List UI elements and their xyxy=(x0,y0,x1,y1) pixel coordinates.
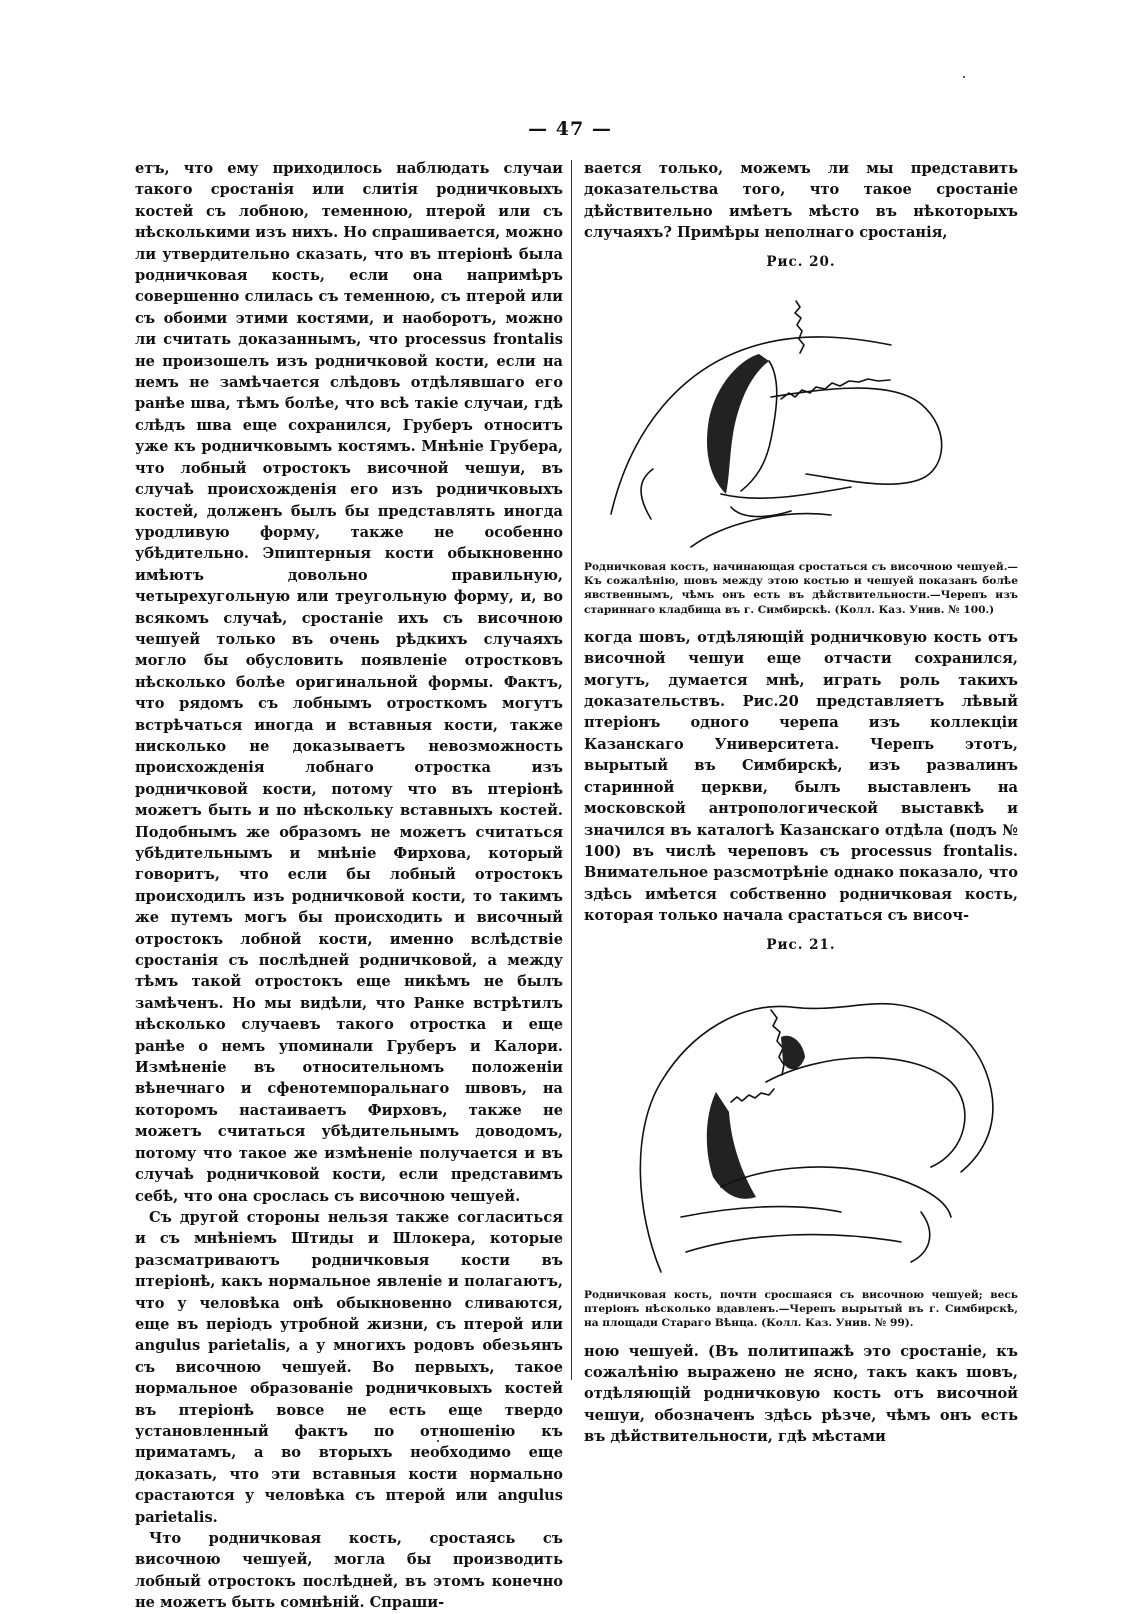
jaw-line xyxy=(686,1235,901,1252)
figure-20-skull-drawing xyxy=(591,279,1011,554)
parietal-contour xyxy=(766,1058,965,1167)
temporal-outline xyxy=(771,388,942,484)
temporal-outline xyxy=(721,1167,951,1217)
skull-contour xyxy=(641,469,653,519)
print-speck xyxy=(437,1440,439,1442)
figure-21-caption: Родничковая кость, почти сросшаяся съ височною чешуей; весь птеріонъ нѣсколько вдавленъ.—Черепъ вырытый въ г. Симбирскѣ, на площади Стараго Вѣнца. (Колл. Каз. Унив. № 99). xyxy=(584,1288,1018,1330)
left-column xyxy=(135,158,563,1614)
page-number: — 47 — xyxy=(528,118,612,140)
paragraph-3: Что родничковая кость, сростаясь съ височною чешуей, могла бы производить лобный отростокъ послѣдней, въ этомъ конечно не можетъ быть сомнѣній. Спраши- xyxy=(135,1530,563,1612)
print-speck xyxy=(963,76,965,78)
figure-21-skull-drawing xyxy=(591,962,1011,1282)
coronal-suture xyxy=(795,301,804,353)
right-middle-text: когда шовъ, отдѣляющій родничковую кость отъ височной чешуи еще отчасти сохранился, могутъ, думается мнѣ, играть роль такихъ доказательствъ. Рис.20 представляетъ лѣвый птеріонъ одного черепа изъ коллекціи Казанскаго Университета. Черепъ этотъ, вырытый въ Симбирскѣ, изъ развалинъ старинной церкви, былъ выставленъ на московской антропологической выставкѣ и значился въ каталогѣ Казанскаго отдѣла (подъ № 100) въ числѣ череповъ съ processus frontalis. Внимательное разсмотрѣніе однако показало, что здѣсь имѣется собственно родничковая кость, которая только начала срастаться съ височ- xyxy=(584,628,1018,925)
paragraph-1: етъ, что ему приходилось наблюдать случаи такого сростанія или слитія родничковыхъ костей съ лобною, теменною, птерой или съ нѣсколькими изъ нихъ. Но спрашивается, можно ли утвердительно сказать, что въ птеріонѣ была родничковая кость, если она напримѣръ совершенно слилась съ теменною, съ птерой или съ обоими этими костями, и наоборотъ, можно ли считать доказаннымъ, что processus frontalis не произошелъ изъ родничковой кости, если на немъ не замѣчается слѣдовъ отдѣлявшаго его ранѣе шва, тѣмъ болѣе, что всѣ такіе случаи, гдѣ слѣдъ шва еще сохранился, Груберъ относитъ уже къ родничковымъ костямъ. Мнѣніе Грубера, что лобный отростокъ височной чешуи, въ случаѣ происхожденія его изъ родничковыхъ костей, долженъ былъ бы представлять иногда уродливую форму, также не особенно убѣдительно. Эпиптерныя кости обыкновенно имѣютъ довольно правильную, четырехугольную или треугольную форму, и, во всякомъ случаѣ, сростаніе ихъ съ височною чешуей только въ очень рѣдкихъ случаяхъ могло бы обусловить появленіе отростковъ нѣсколько болѣе оригинальной формы. Фактъ, что рядомъ съ лобнымъ отросткомъ могутъ встрѣчаться иногда и вставныя кости, также нисколько не доказываетъ невозможность происхожденія лобнаго отростка изъ родничковой кости, потому что въ птеріонѣ можетъ быть и по нѣскольку вставныхъ костей. Подобнымъ же образомъ не можетъ считаться убѣдительнымъ и мнѣніе Фирхова, который говоритъ, что если бы лобный отростокъ происходилъ изъ родничковой кости, то такимъ же путемъ могъ бы происходить и височный отростокъ лобной кости, именно вслѣдствіе сростанія съ послѣдней родничковой, а между тѣмъ такой отростокъ еще никѣмъ не былъ замѣченъ. Но мы видѣли, что Ранке встрѣтилъ нѣсколько случаевъ такого отростка и еще ранѣе о немъ упоминали Груберъ и Калори. Измѣненіе въ относительномъ положеніи вѣнечнаго и сфенотемпоральнаго швовъ, на которомъ настаиваетъ Фирховъ, также не можетъ считаться убѣдительнымъ доводомъ, потому что такое же измѣненіе получается и въ случаѣ родничковой кости, если представимъ себѣ, что она срослась съ височною чешуей. xyxy=(135,160,563,1205)
suture-shading xyxy=(781,1036,805,1069)
squamous-suture xyxy=(731,1089,774,1102)
paragraph-2: Съ другой стороны нельзя также согласиться и съ мнѣніемъ Штиды и Шлокера, которые разсматриваютъ родничковыя кости въ птеріонѣ, какъ нормальное явленіе и полагаютъ, что у человѣка онѣ обыкновенно сливаются, еще въ періодъ утробной жизни, съ птерой или angulus parietalis, а у многихъ родовъ обезьянъ съ височною чешуей. Во первыхъ, такое нормальное образованіе родничковыхъ костей въ птеріонѣ вовсе не есть еще твердо установленный фактъ по отношенію къ приматамъ, а во вторыхъ необходимо еще доказать, что эти вставныя кости нормально срастаются у человѣка съ птерой или angulus parietalis. xyxy=(135,1208,563,1526)
zygomatic-arch xyxy=(681,1206,841,1216)
occipital-outline xyxy=(961,1072,993,1172)
right-intro-text: вается только, можемъ ли мы представить доказательства того, что такое сростаніе дѣйствительно имѣетъ мѣсто въ нѣкоторыхъ случаяхъ? Примѣры неполнаго сростанія, xyxy=(584,160,1018,242)
figure-20-title: Рис. 20. xyxy=(766,253,836,270)
column-divider xyxy=(571,160,572,1380)
zygomatic-arch xyxy=(721,487,851,498)
figure-20-caption: Родничковая кость, начинающая сростаться съ височною чешуей.— Къ сожалѣнію, шовъ между этою костью и чешуей показанъ болѣе явственнымъ, чѣмъ онъ есть въ дѣйствительности.—Черепъ изъ стариннаго кладбища въ г. Симбирскѣ. (Колл. Каз. Унив. № 100.) xyxy=(584,561,1018,616)
skull-outline xyxy=(640,1004,986,1272)
jaw-line xyxy=(691,514,831,547)
fontanel-bone-shading xyxy=(707,354,769,494)
mastoid-contour xyxy=(911,1212,930,1262)
figure-21-title: Рис. 21. xyxy=(766,936,836,953)
right-ending-text: ною чешуей. (Въ политипажѣ это сростаніе, къ сожалѣнію выражено не ясно, такъ какъ шовъ, отдѣляющій родничковую кость отъ височной чешуи, обозначенъ здѣсь рѣзче, чѣмъ онъ есть въ дѣйствительности, гдѣ мѣстами xyxy=(584,1342,1018,1446)
right-column xyxy=(584,158,1018,1448)
